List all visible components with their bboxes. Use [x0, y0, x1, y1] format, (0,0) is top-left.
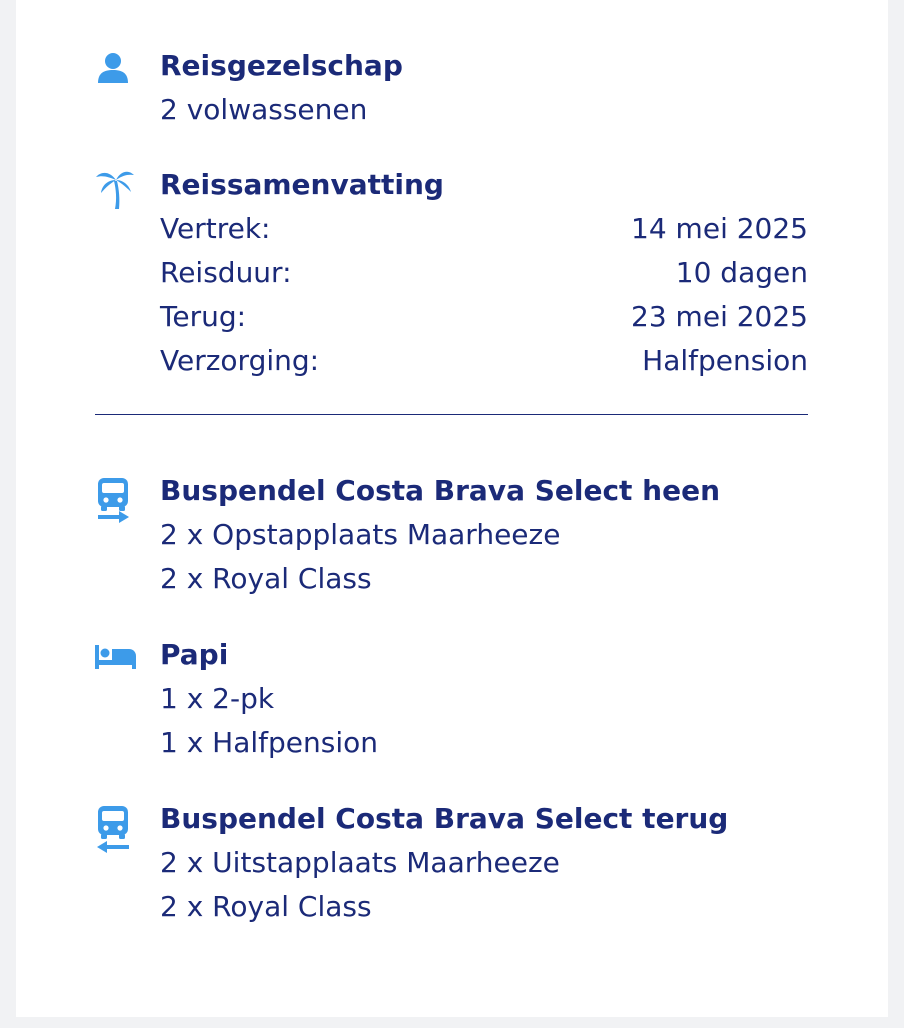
summary-label: Reisduur: — [160, 256, 292, 289]
summary-value: 14 mei 2025 — [631, 212, 808, 245]
palm-tree-icon — [95, 167, 131, 215]
hotel-title: Papi — [160, 638, 229, 671]
travelers-value: 2 volwassenen — [160, 93, 368, 126]
hotel-line: 1 x 2-pk — [160, 682, 275, 715]
person-icon — [95, 50, 131, 98]
bus-outbound-icon — [95, 477, 131, 525]
booking-summary-card — [16, 0, 888, 1017]
bus-outbound-line: 2 x Royal Class — [160, 562, 372, 595]
section-divider — [95, 414, 808, 415]
bus-return-line: 2 x Royal Class — [160, 890, 372, 923]
bed-icon — [95, 645, 131, 693]
summary-row-return — [160, 295, 808, 339]
bus-return-line: 2 x Uitstapplaats Maarheeze — [160, 846, 560, 879]
summary-label: Verzorging: — [160, 344, 320, 377]
bus-outbound-line: 2 x Opstapplaats Maarheeze — [160, 518, 561, 551]
summary-label: Terug: — [160, 300, 247, 333]
trip-summary-title: Reissamenvatting — [160, 168, 444, 201]
bus-outbound-title: Buspendel Costa Brava Select heen — [160, 474, 721, 507]
bus-return-icon — [95, 805, 131, 853]
summary-value: 10 dagen — [675, 256, 808, 289]
hotel-line: 1 x Halfpension — [160, 726, 379, 759]
summary-value: Halfpension — [642, 344, 808, 377]
travelers-title: Reisgezelschap — [160, 49, 403, 82]
summary-label: Vertrek: — [160, 212, 271, 245]
summary-row-board — [160, 339, 808, 383]
summary-row-departure — [160, 207, 808, 251]
bus-return-title: Buspendel Costa Brava Select terug — [160, 802, 729, 835]
summary-row-duration — [160, 251, 808, 295]
summary-value: 23 mei 2025 — [631, 300, 808, 333]
